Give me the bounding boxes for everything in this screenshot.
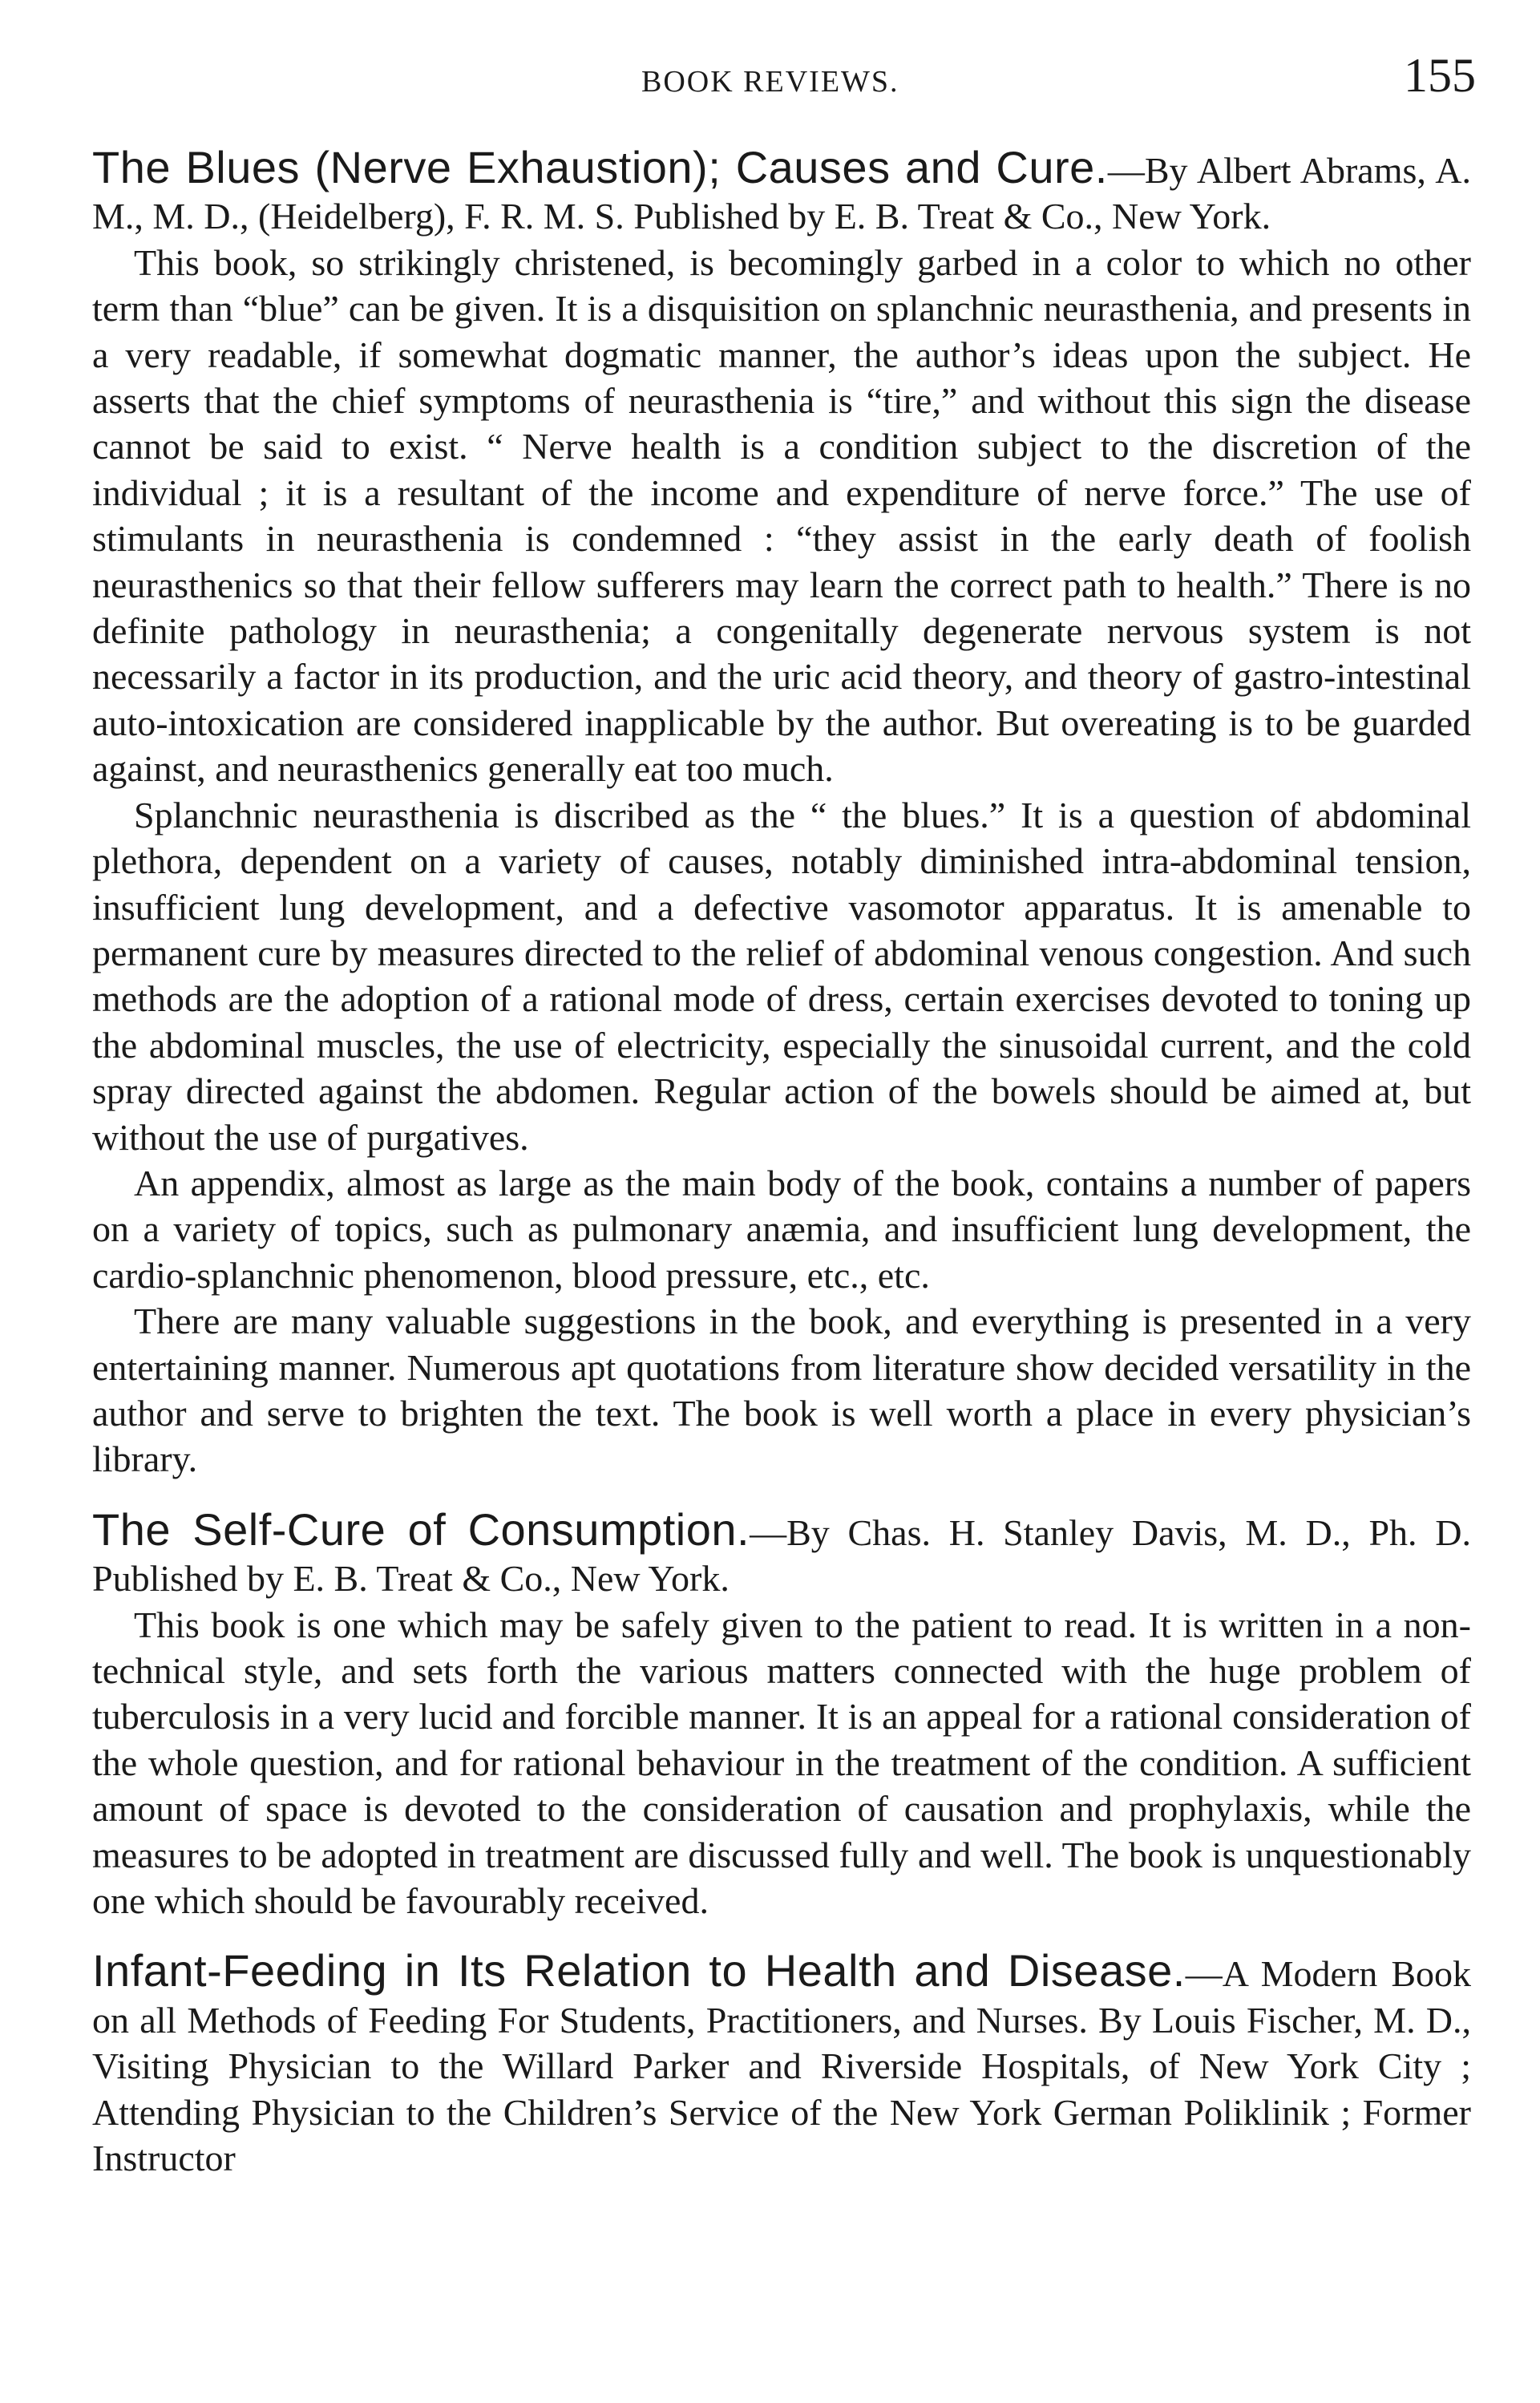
review-heading [92, 144, 1471, 240]
review-paragraph: This book is one which may be safely given to the patient to read. It is written in a non-technical style, and sets forth the various matters connected with the huge problem of tuberculosis in a very lucid and forcible manner. It is an appeal for a rational consideration of the whole question, and for rational behaviour in the treatment of the condition. A sufficient amount of space is devoted to the consideration of causation and prophylaxis, while the measures to be adopted in treatment are discussed fully and well. The book is unquestionably one which should be favourably received. [92, 1604, 1471, 1922]
review-byline: —A Modern Book on all Methods of Feeding For Students, Practitioners, and Nurses. By Louis Fischer, M. D., Visiting Physician to the Willard Parker and Riverside Hospitals, of New York City ; Attending Physician to the Children’s Service of the New York German Poliklinik ; Former Instructor [92, 1953, 1471, 2179]
review-heading [92, 1945, 1471, 2181]
review-paragraph: Splanchnic neurasthenia is discribed as the “ the blues.” It is a question of abdominal plethora, dependent on a variety of causes, notably diminished intra-abdominal tension, insufficient lung development, and a defective vasomotor apparatus. It is amenable to permanent cure by measures directed to the relief of abdominal venous congestion. And such methods are the adoption of a rational mode of dress, certain exercises devoted to toning up the abdominal muscles, the use of electricity, especially the sinusoidal current, and the cold spray directed against the abdomen. Regular action of the bowels should be aimed at, but without the use of purgatives. [92, 794, 1471, 1158]
review-paragraph: An appendix, almost as large as the main body of the book, contains a number of papers on a variety of topics, such as pulmonary anæmia, and insufficient lung development, the cardio-splanchnic phenomenon, blood pressure, etc., etc. [92, 1162, 1471, 1296]
running-head [0, 48, 1540, 112]
running-title: BOOK REVIEWS. [641, 65, 899, 99]
page-body [92, 144, 1471, 2181]
review-paragraph: There are many valuable suggestions in the book, and everything is presented in a very entertaining manner. Numerous apt quotations from literature show decided versatility in the author and serve to brighten the text. The book is well worth a place in every physician’s library. [92, 1301, 1471, 1480]
review-paragraph: This book, so strikingly christened, is becomingly garbed in a color to which no other term than “blue” can be given. It is a disquisition on splanchnic neurasthenia, and presents in a very readable, if somewhat dogmatic manner, the author’s ideas upon the subject. He asserts that the chief symptoms of neurasthenia is “tire,” and without this sign the disease cannot be said to exist. “ Nerve health is a condition subject to the discretion of the individual ; it is a resultant of the income and expenditure of nerve force.” The use of stimulants in neurasthenia is condemned : “they assist in the early death of foolish neurasthenics so that their fellow sufferers may learn the correct path to health.” There is no definite pathology in neurasthenia; a congenitally degenerate nervous system is not necessarily a factor in its production, and the uric acid theory, and theory of gastro-intestinal auto-intoxication are considered inapplicable by the author. But overeating is to be guarded against, and neurasthenics generally eat too much. [92, 241, 1471, 790]
review-title: The Self-Cure of Consumption. [92, 1503, 750, 1555]
review-byline: —By Chas. H. Stanley Davis, M. D., Ph. D. Published by E. B. Treat & Co., New York. [92, 1511, 1471, 1600]
review-self-cure-of-consumption [92, 1503, 1471, 1924]
page-number: 155 [1404, 49, 1476, 102]
review-heading [92, 1503, 1471, 1602]
review-infant-feeding [92, 1945, 1471, 2181]
review-the-blues [92, 144, 1471, 1483]
review-byline: —By Albert Abrams, A. M., M. D., (Heidelberg), F. R. M. S. Published by E. B. Treat & Co., New York. [92, 150, 1471, 237]
review-title: Infant-Feeding in Its Relation to Health and Disease. [92, 1945, 1186, 1996]
review-title: The Blues (Nerve Exhaustion); Causes and Cure. [92, 142, 1108, 192]
